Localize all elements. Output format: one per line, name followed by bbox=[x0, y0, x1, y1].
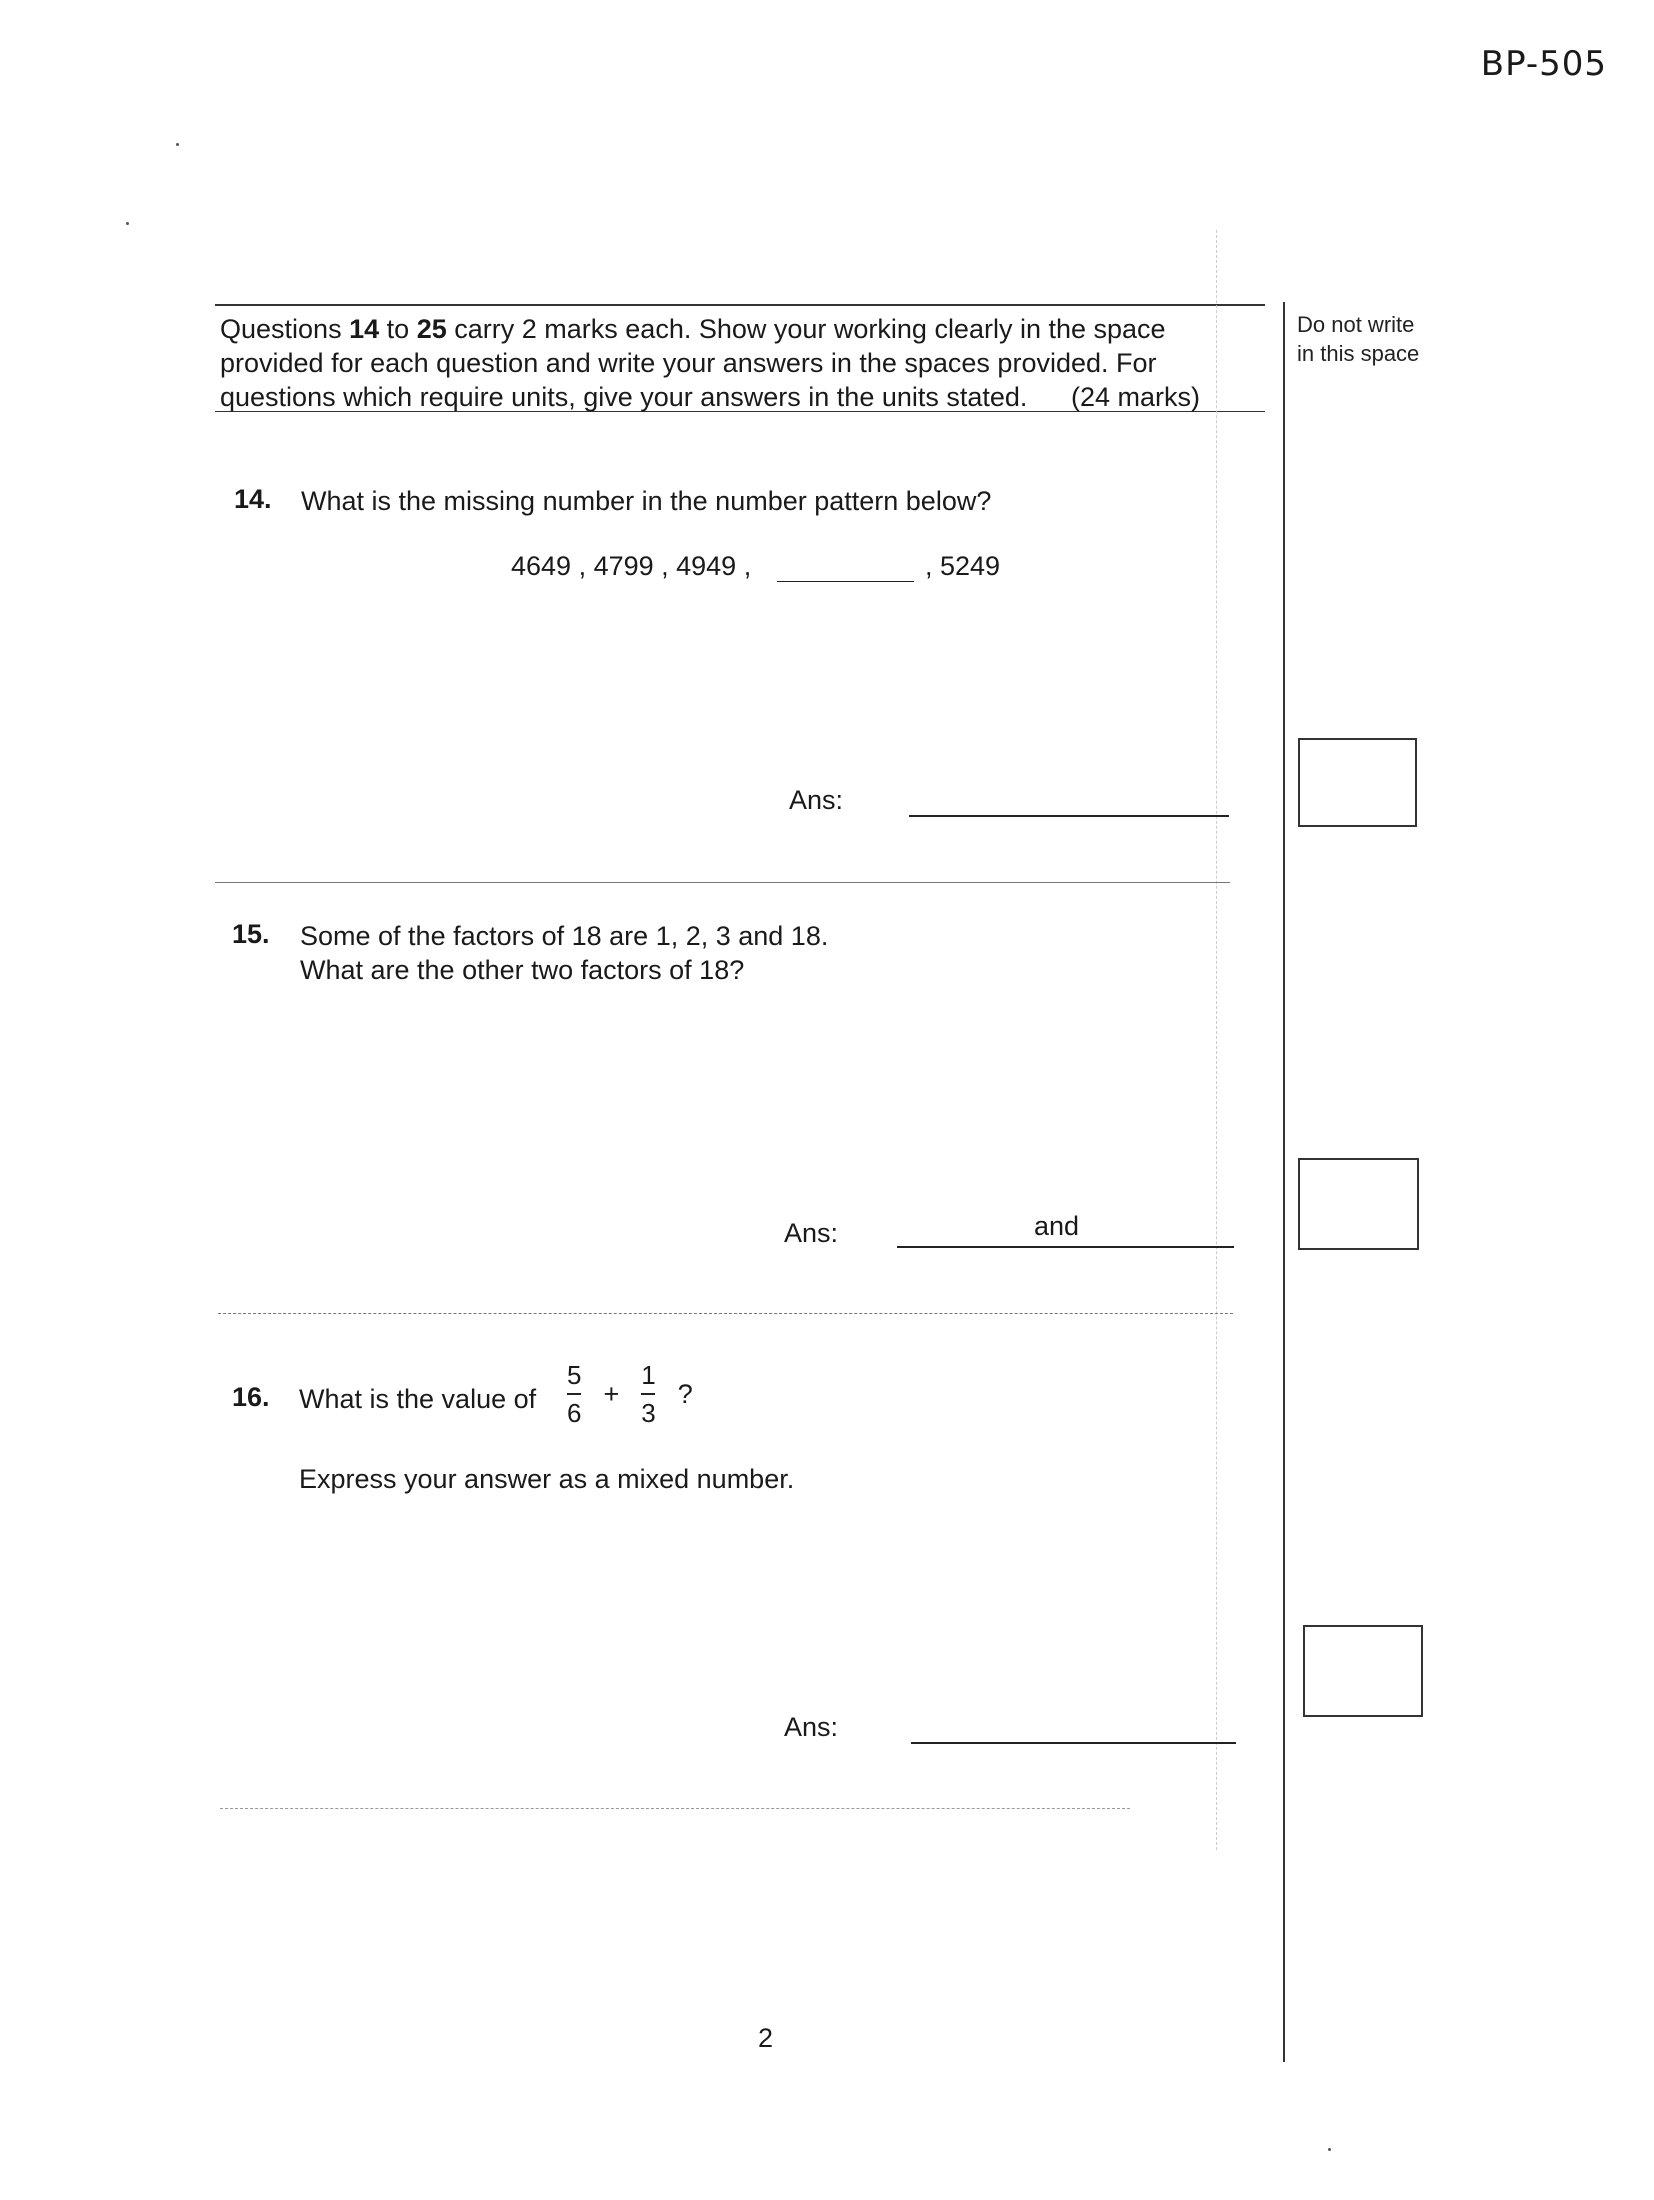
question-15-ans-label: Ans: bbox=[784, 1218, 839, 1248]
fraction-one-third: $\frac{1}{3}$ bbox=[641, 1360, 656, 1428]
question-mark: ? bbox=[677, 1379, 693, 1409]
question-15-text-line-2: What are the other two factors of 18? bbox=[300, 955, 745, 985]
question-14-ans-label: Ans: bbox=[789, 785, 844, 815]
scan-speck bbox=[176, 143, 179, 146]
instructions-top-rule bbox=[215, 304, 1265, 306]
instructions-block bbox=[220, 312, 1260, 414]
faint-page-fold bbox=[1216, 230, 1217, 1850]
question-14-text: What is the missing number in the number pattern below? bbox=[301, 486, 992, 516]
question-15-number: 15. bbox=[232, 919, 270, 949]
question-16-text: What is the value of bbox=[299, 1384, 537, 1414]
question-15-and-joiner: and bbox=[1034, 1211, 1080, 1241]
question-15-text-line-1: Some of the factors of 18 are 1, 2, 3 and 18. bbox=[300, 921, 829, 951]
instructions-line-1: Questions 14 to 25 carry 2 marks each. Show your working clearly in the space bbox=[220, 314, 1166, 344]
question-14-pattern-end: , 5249 bbox=[925, 551, 1001, 581]
question-16-separator bbox=[220, 1808, 1130, 1809]
question-14-number: 14. bbox=[234, 484, 272, 514]
total-marks: (24 marks) bbox=[1070, 382, 1200, 412]
instructions-line-3: questions which require units, give your answers in the units stated. (24 marks) bbox=[220, 382, 1200, 412]
question-16-mark-box bbox=[1303, 1625, 1423, 1717]
plus-sign: + bbox=[603, 1379, 620, 1409]
question-14-mark-box bbox=[1298, 738, 1417, 827]
do-not-write-note: Do not write in this space bbox=[1297, 312, 1420, 366]
question-14-pattern-start: 4649 , 4799 , 4949 , bbox=[511, 551, 752, 581]
question-16-number: 16. bbox=[232, 1382, 270, 1412]
question-16-answer-line[interactable] bbox=[911, 1742, 1236, 1744]
scan-speck bbox=[1328, 2148, 1331, 2151]
fraction-five-sixths: $\frac{5}{6}$ bbox=[567, 1360, 582, 1428]
margin-divider-upper bbox=[1283, 302, 1285, 2062]
question-16-ans-label: Ans: bbox=[784, 1712, 839, 1742]
question-14-answer-line[interactable] bbox=[909, 815, 1229, 817]
question-15-mark-box bbox=[1298, 1158, 1419, 1250]
document-code: BP-505 bbox=[1480, 44, 1607, 84]
question-16-expression bbox=[567, 1362, 693, 1426]
question-15-separator bbox=[218, 1313, 1233, 1314]
page-number: 2 bbox=[758, 2023, 774, 2053]
question-15-answer-line[interactable] bbox=[897, 1246, 1234, 1248]
question-14-separator bbox=[215, 882, 1230, 883]
question-16-text-line-2: Express your answer as a mixed number. bbox=[299, 1464, 795, 1494]
question-14-blank[interactable] bbox=[777, 581, 914, 582]
instructions-line-2: provided for each question and write your answers in the spaces provided. For bbox=[220, 348, 1157, 378]
scan-speck bbox=[126, 222, 129, 225]
